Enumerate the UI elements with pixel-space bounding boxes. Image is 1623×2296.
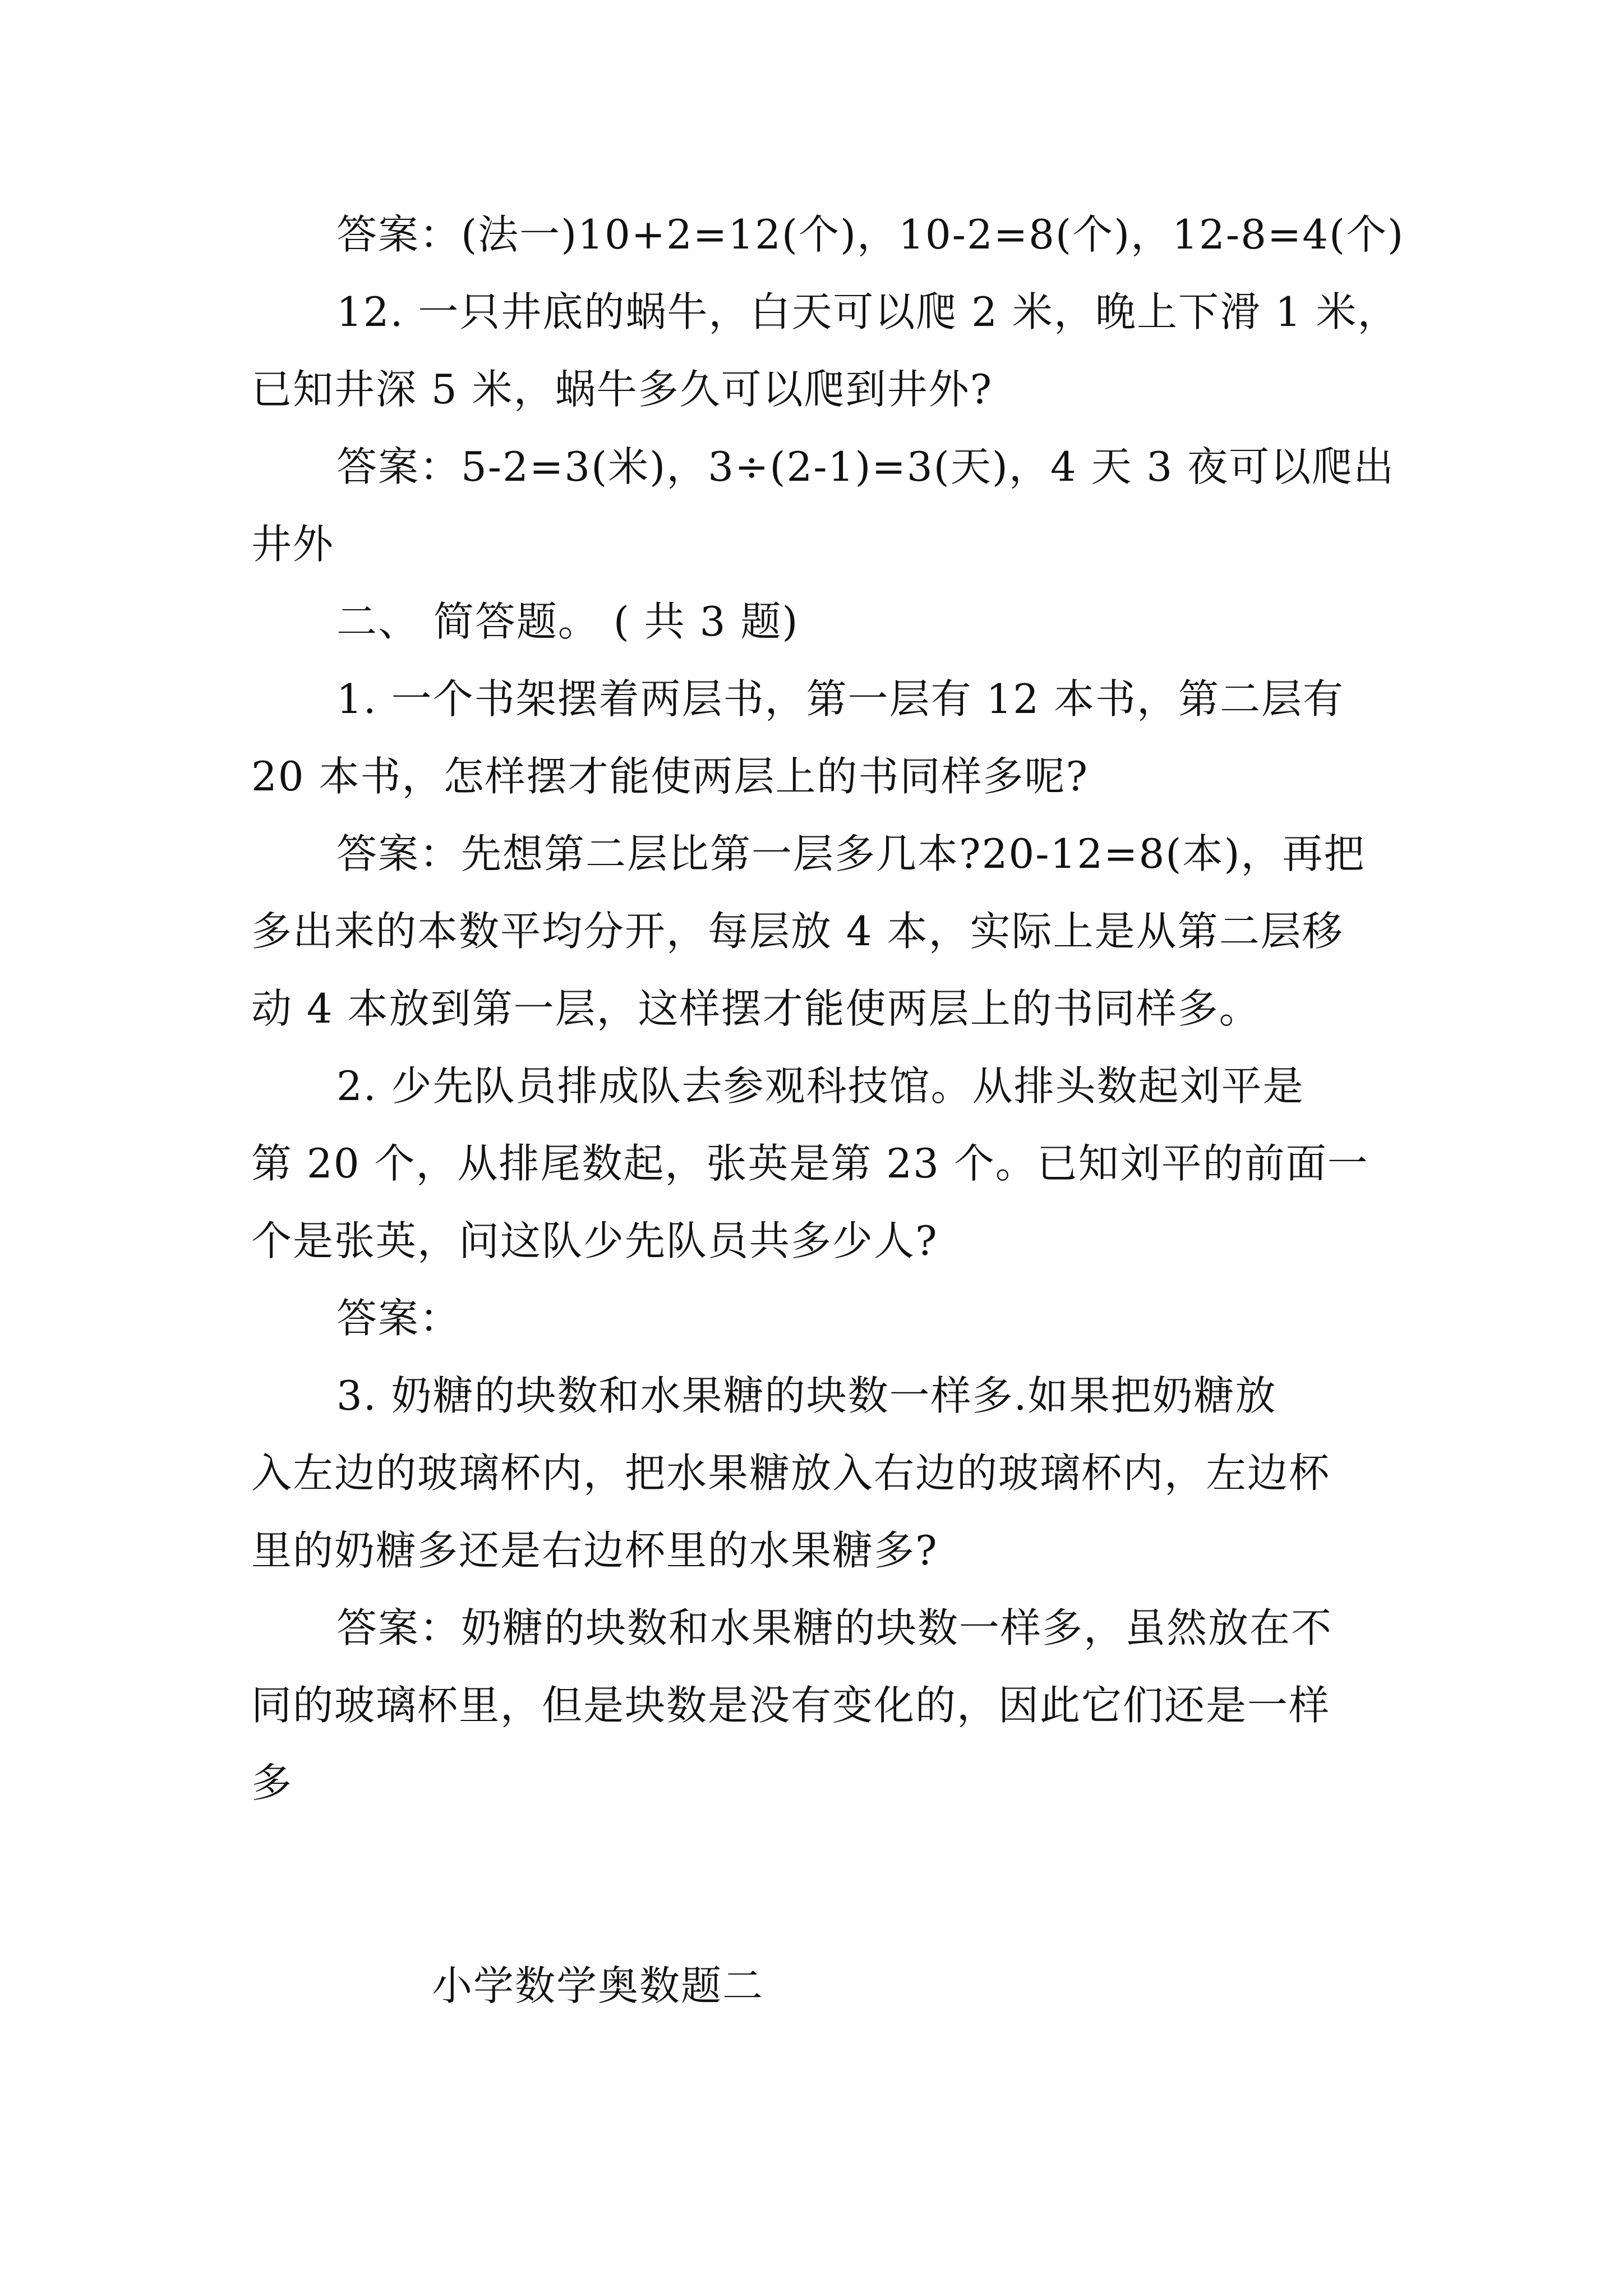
question-3-line: 入左边的玻璃杯内，把水果糖放入右边的玻璃杯内，左边杯 — [251, 1450, 1331, 1497]
question-1-line: 20 本书，怎样摆才能使两层上的书同样多呢? — [251, 753, 1089, 800]
question-12-line: 已知井深 5 米，蜗牛多久可以爬到井外? — [251, 366, 993, 413]
question-3-line: 里的奶糖多还是右边杯里的水果糖多? — [251, 1527, 938, 1574]
answer-line: 答案：奶糖的块数和水果糖的块数一样多，虽然放在不 — [336, 1604, 1333, 1651]
answer-line: 答案：(法一)10+2=12(个)，10-2=8(个)，12-8=4(个) — [336, 211, 1405, 258]
answer-line: 答案： — [336, 1295, 462, 1342]
question-2-line: 2. 少先队员排成队去参观科技馆。从排头数起刘平是 — [336, 1062, 1304, 1110]
answer-line: 井外 — [251, 521, 335, 568]
page-title: 小学数学奥数题二 — [432, 1962, 764, 2009]
answer-line: 同的玻璃杯里，但是块数是没有变化的，因此它们还是一样 — [251, 1682, 1331, 1729]
question-2-line: 个是张英，问这队少先队员共多少人? — [251, 1217, 938, 1264]
answer-line: 答案：先想第二层比第一层多几本?20-12=8(本)，再把 — [336, 830, 1366, 877]
question-3-line: 3. 奶糖的块数和水果糖的块数一样多.如果把奶糖放 — [336, 1372, 1277, 1419]
question-12-line: 12. 一只井底的蜗牛，白天可以爬 2 米，晚上下滑 1 米， — [336, 288, 1399, 335]
question-2-line: 第 20 个，从排尾数起，张英是第 23 个。已知刘平的前面一 — [251, 1140, 1369, 1187]
answer-line: 多出来的本数平均分开，每层放 4 本，实际上是从第二层移 — [251, 908, 1344, 955]
answer-line: 多 — [251, 1759, 293, 1806]
section-heading: 二、 简答题。 ( 共 3 题) — [336, 598, 799, 645]
question-1-line: 1. 一个书架摆着两层书，第一层有 12 本书，第二层有 — [336, 675, 1344, 723]
answer-line: 动 4 本放到第一层，这样摆才能使两层上的书同样多。 — [251, 985, 1261, 1032]
answer-line: 答案：5-2=3(米)，3÷(2-1)=3(天)，4 天 3 夜可以爬出 — [336, 443, 1395, 490]
